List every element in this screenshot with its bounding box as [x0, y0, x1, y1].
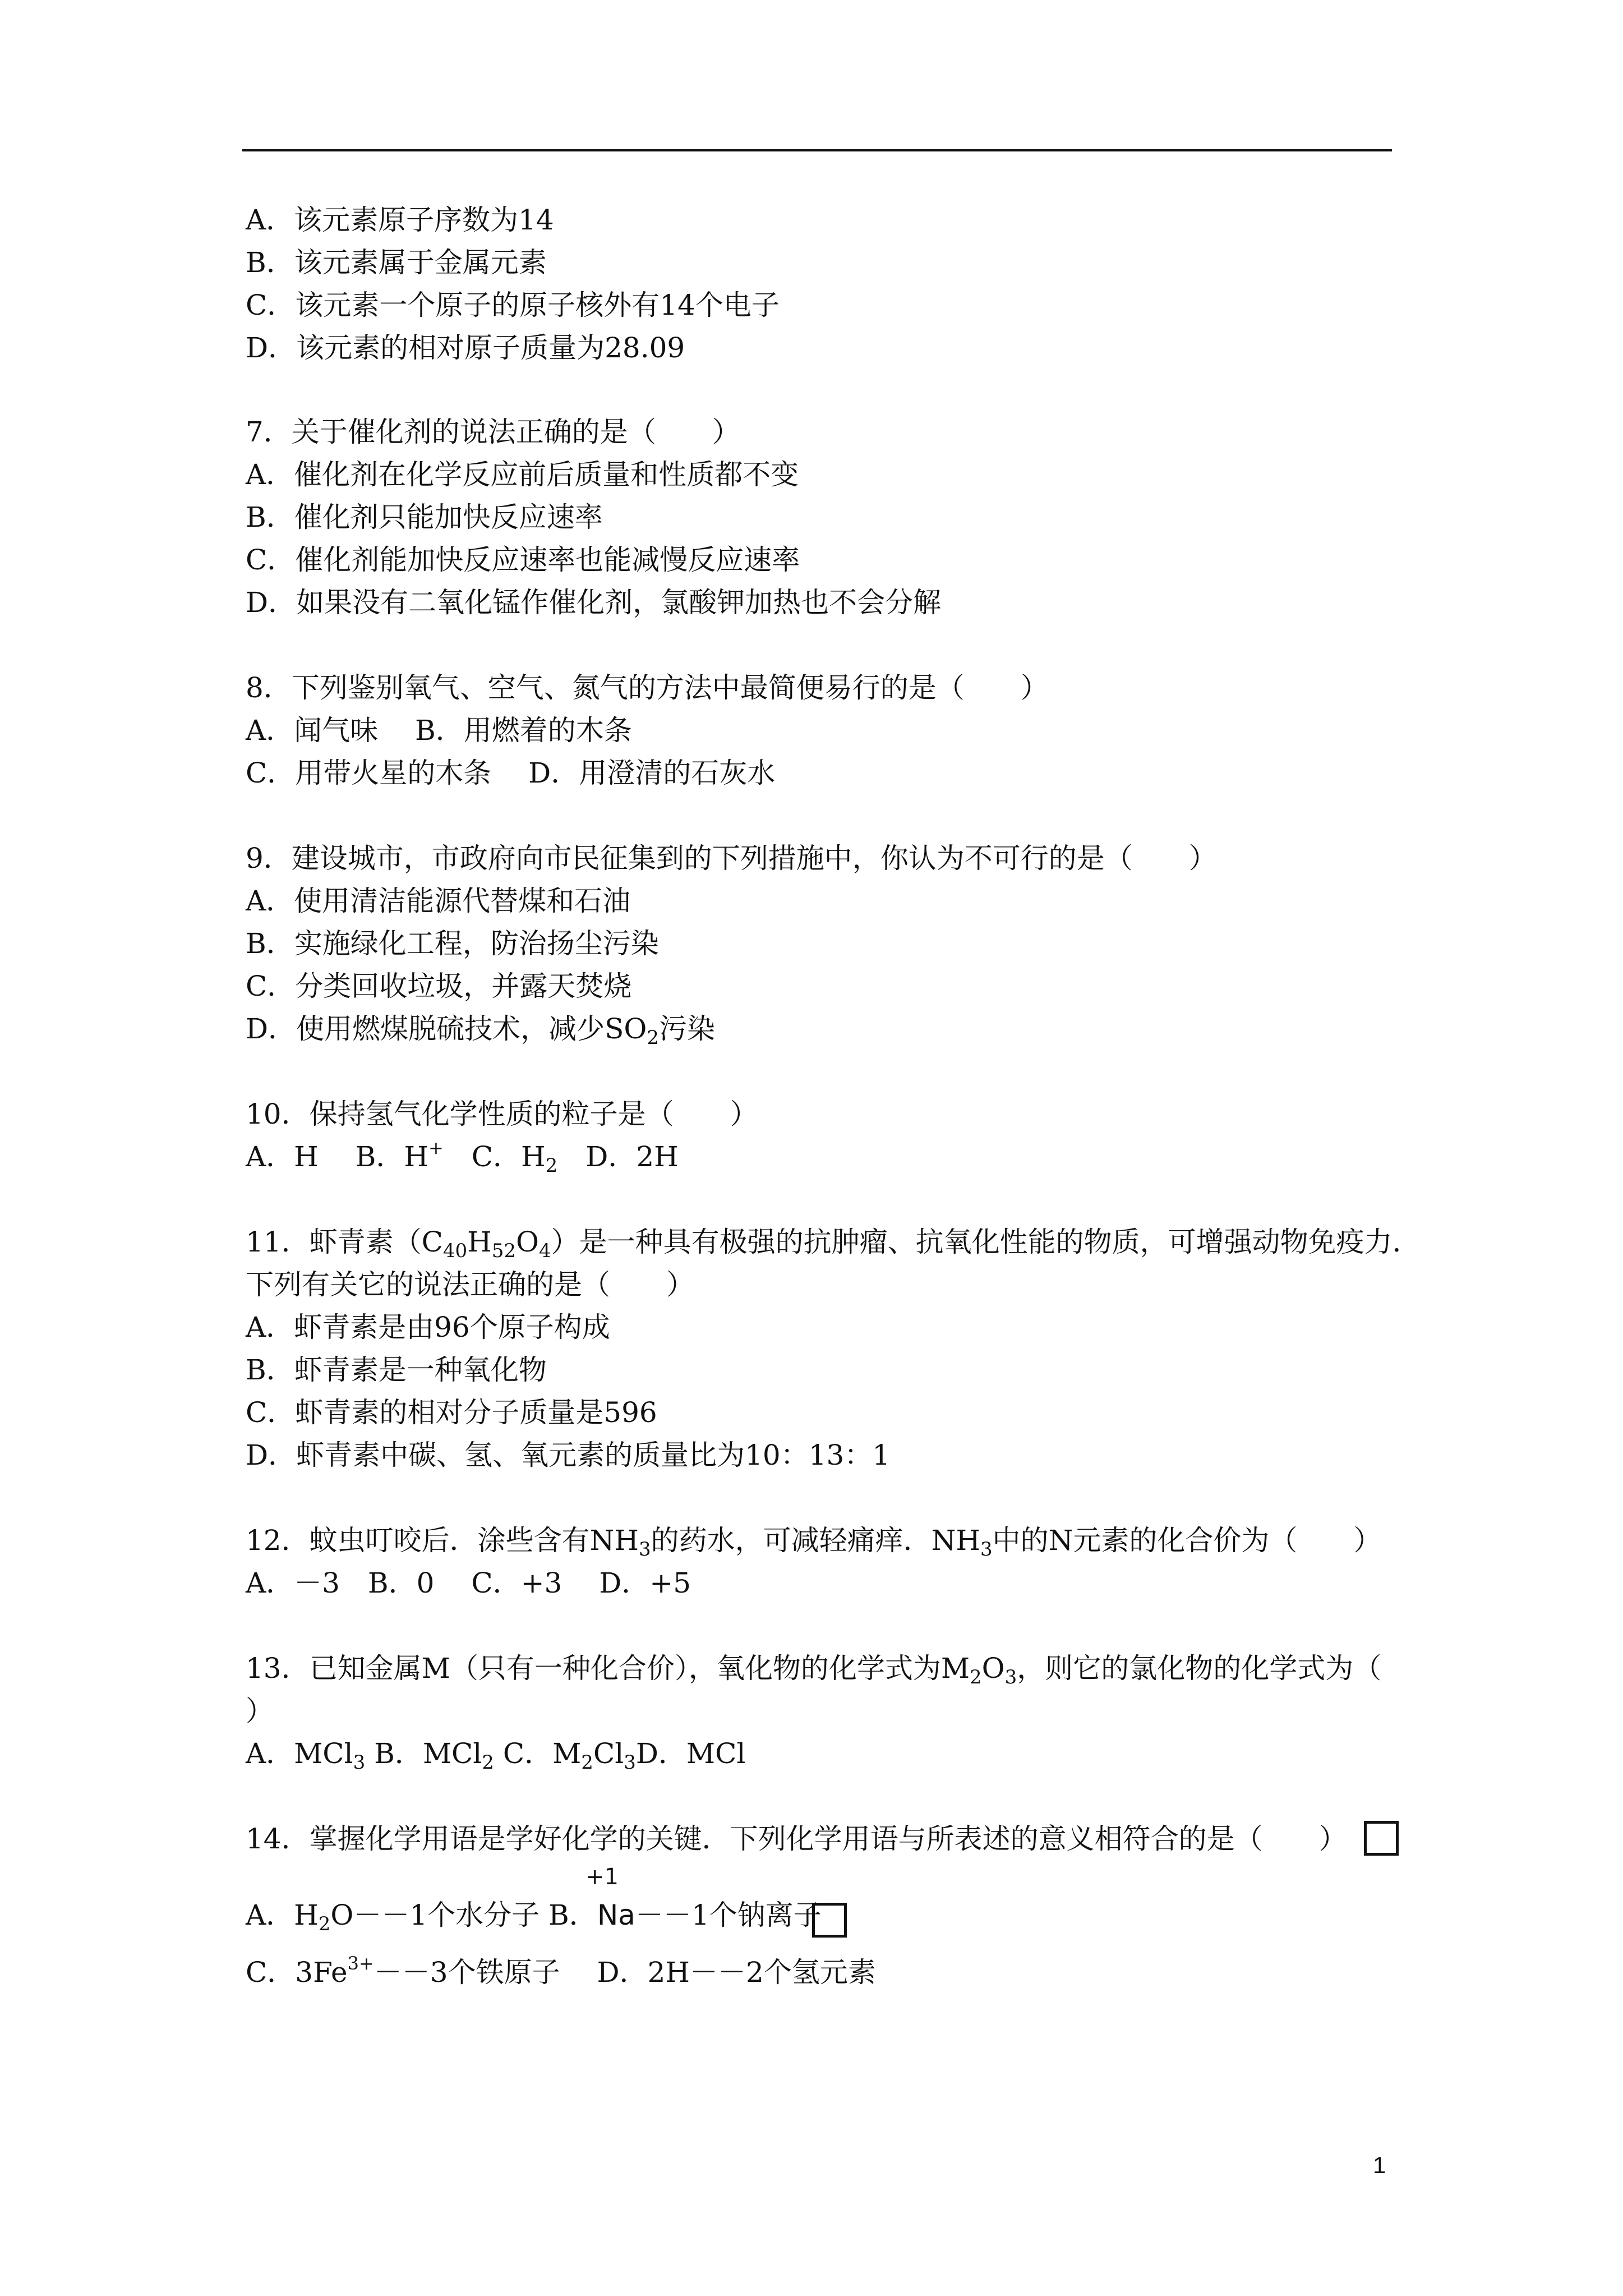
q9-option-a: A．使用清洁能源代替煤和石油 [246, 885, 631, 917]
q13-stem-line2: ） [246, 1695, 274, 1727]
q12-options: A．－3 B．0 C．+3 D．+5 [246, 1567, 691, 1599]
q9-option-d: D．使用燃煤脱硫技术，减少$SO_2$污染 [246, 1013, 715, 1049]
q11-option-a: A．虾青素是由96个原子构成 [246, 1311, 610, 1343]
q8-stem: 8．下列鉴别氧气、空气、氮气的方法中最简便易行的是（ ） [246, 671, 1049, 704]
q6-option-c: C．该元素一个原子的原子核外有14个电子 [246, 289, 780, 321]
q8-options-cd: C．用带火星的木条 D．用澄清的石灰水 [246, 757, 776, 789]
q10-stem: 10．保持氢气化学性质的粒子是（ ） [246, 1098, 758, 1130]
q8-options-ab: A．闻气味 B．用燃着的木条 [246, 714, 632, 747]
q14-stem: 14．掌握化学用语是学好化学的关键．下列化学用语与所表述的意义相符合的是（ ） [246, 1823, 1347, 1855]
q7-option-d: D．如果没有二氧化锰作催化剂，氯酸钾加热也不会分解 [246, 586, 942, 619]
oxidation-state-label: +1 [585, 1864, 619, 1890]
q7-option-b: B．催化剂只能加快反应速率 [246, 501, 603, 533]
q14-options-cd: C．$3Fe^{3+}--3$个铁原子 D．2H－－2个氢元素 [246, 1953, 876, 1989]
q6-option-d: D．该元素的相对原子质量为28.09 [246, 332, 685, 364]
page-number: 1 [1373, 2152, 1386, 2178]
answer-box [812, 1903, 847, 1938]
q9-option-c: C．分类回收垃圾，并露天焚烧 [246, 970, 632, 1002]
answer-box [1364, 1821, 1399, 1856]
q7-option-c: C．催化剂能加快反应速率也能减慢反应速率 [246, 544, 800, 576]
q9-stem: 9．建设城市，市政府向市民征集到的下列措施中，你认为不可行的是（ ） [246, 842, 1217, 875]
q6-option-a: A．该元素原子序数为14 [246, 204, 554, 236]
header-rule [242, 149, 1392, 151]
q7-option-a: A．催化剂在化学反应前后质量和性质都不变 [246, 458, 799, 491]
q11-option-d: D．虾青素中碳、氢、氧元素的质量比为10：13：1 [246, 1439, 891, 1471]
q11-option-b: B．虾青素是一种氧化物 [246, 1354, 547, 1386]
q6-option-b: B．该元素属于金属元素 [246, 246, 547, 279]
q11-stem-line1: 11．虾青素$(C_{40}H_{52}O_4)$是一种具有极强的抗肿瘤、抗氧化性能的物质，可增强动物免疫力． [246, 1226, 1421, 1262]
q12-stem: 12．蚊虫叮咬后．涂些含有$NH_3$的药水，可减轻痛痒．$NH_3$中的N元素的化合价为（ ） [246, 1524, 1382, 1561]
q13-stem-line1: 13．已知金属M（只有一种化合价），氧化物的化学式为$M_2O_3$，则它的氯化物的化学式为（ [246, 1652, 1382, 1688]
q11-stem-line2: 下列有关它的说法正确的是（ ） [246, 1268, 694, 1301]
q13-options: A．MCl$_3$ B．MCl$_2$ C．$M_2Cl_3D$．MCl [246, 1737, 746, 1774]
q11-option-c: C．虾青素的相对分子质量是596 [246, 1396, 657, 1429]
q14-options-ab: A．$H_2O--1$个水分子 B．Na－－1个钠离子 [246, 1899, 822, 1935]
q7-stem: 7．关于催化剂的说法正确的是（ ） [246, 416, 740, 448]
q9-option-b: B．实施绿化工程，防治扬尘污染 [246, 927, 659, 960]
q10-options: A．H B．H+ C．$H_2$ D．2H [246, 1137, 679, 1177]
